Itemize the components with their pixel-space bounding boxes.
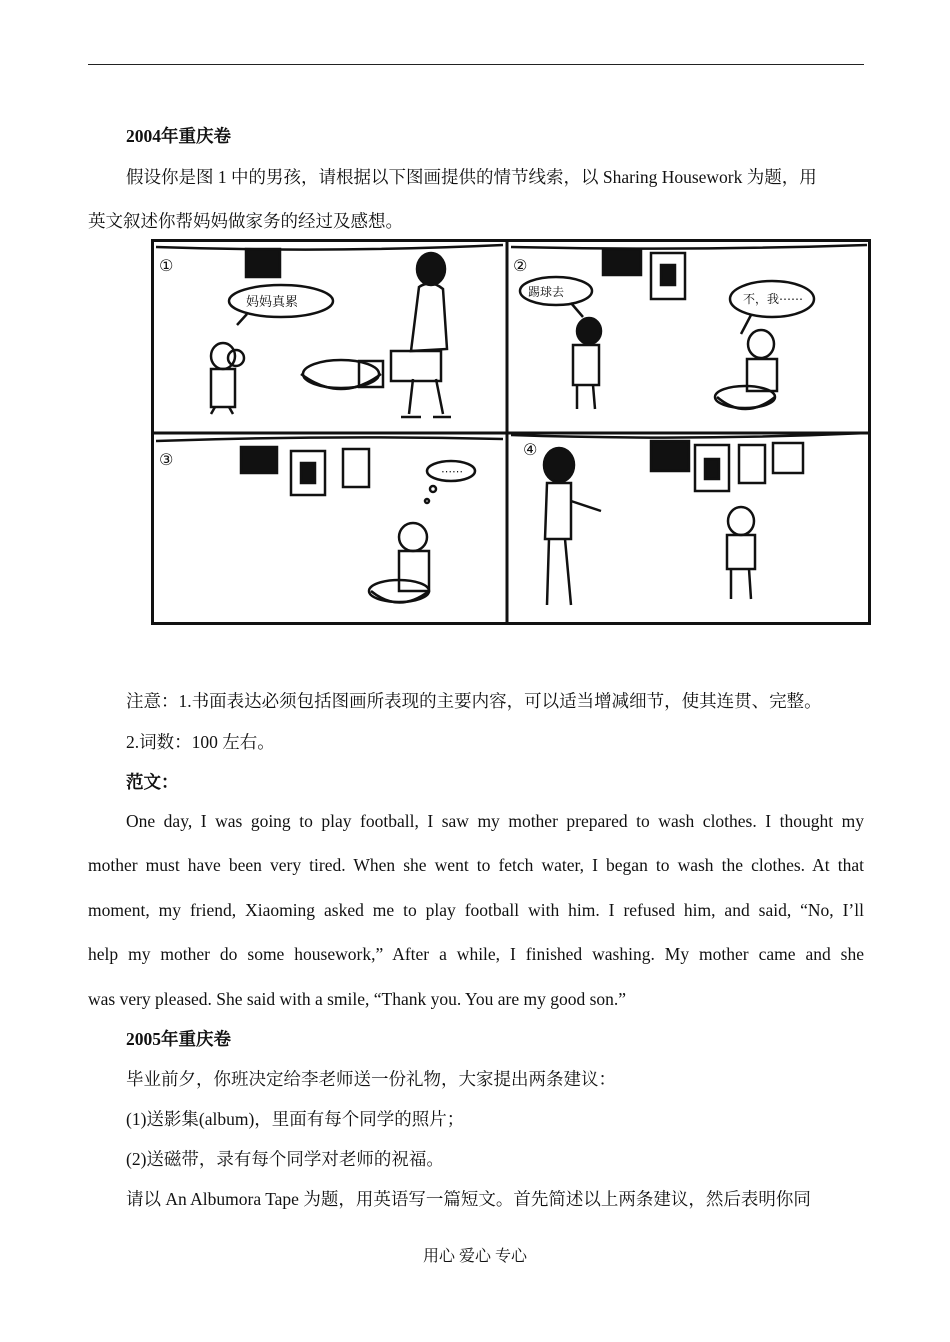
prompt-2005-line4: 请以 An Albumora Tape 为题，用英语写一篇短文。首先简述以上两条建议，然后表明你同 bbox=[126, 1189, 811, 1209]
sample-text-line: One day, I was going to play football, I saw my mother prepared to wash clothes. I thought my bbox=[126, 811, 864, 831]
comic-strip bbox=[151, 239, 871, 625]
comic-panel-2 bbox=[511, 245, 867, 409]
heading-2004: 2004年重庆卷 bbox=[126, 126, 231, 146]
panel-3-bubble-text: ⋯⋯ bbox=[441, 465, 463, 478]
panel-1-number: ① bbox=[159, 256, 174, 275]
heading-2005: 2005年重庆卷 bbox=[126, 1029, 231, 1049]
comic-panel-4 bbox=[511, 433, 867, 605]
panel-1-bubble-text: 妈妈真累 bbox=[246, 295, 299, 310]
sample-text-line: was very pleased. She said with a smile, “Thank you. You are my good son.” bbox=[88, 989, 627, 1009]
prompt-2005-line3: (2)送磁带，录有每个同学对老师的祝福。 bbox=[126, 1149, 444, 1169]
panel-2-number: ② bbox=[513, 256, 528, 275]
note-line1: 注意：1.书面表达必须包括图画所表现的主要内容，可以适当增减细节，使其连贯、完整。 bbox=[126, 691, 822, 711]
prompt-2004-line2: 英文叙述你帮妈妈做家务的经过及感想。 bbox=[88, 211, 403, 231]
panel-2-bubble-right-text: 不，我⋯⋯ bbox=[743, 292, 804, 306]
page-footer: 用心 爱心 专心 bbox=[422, 1248, 527, 1265]
prompt-2005-line1: 毕业前夕，你班决定给李老师送一份礼物，大家提出两条建议： bbox=[126, 1069, 616, 1089]
comic-panel-1 bbox=[156, 245, 503, 417]
prompt-2005-line2: (1)送影集(album)，里面有每个同学的照片； bbox=[126, 1109, 465, 1129]
panel-3-number: ③ bbox=[159, 450, 174, 469]
panel-2-bubble-left-text: 踢球去 bbox=[528, 285, 565, 299]
comic-panel-3 bbox=[156, 437, 503, 602]
sample-text-line: moment, my friend, Xiaoming asked me to play football with him. I refused him, and said, “No, I’ll bbox=[88, 900, 864, 920]
prompt-2004-line1: 假设你是图 1 中的男孩，请根据以下图画提供的情节线索，以 Sharing Housework 为题，用 bbox=[126, 167, 817, 187]
note-line2: 2.词数：100 左右。 bbox=[126, 732, 275, 752]
sample-text-line: mother must have been very tired. When she went to fetch water, I began to wash the clothes. At that bbox=[88, 855, 864, 875]
panel-4-number: ④ bbox=[523, 440, 538, 459]
sample-text-line: help my mother do some housework,” After a while, I finished washing. My mother came and she bbox=[88, 944, 864, 964]
header-rule bbox=[88, 64, 864, 65]
sample-label: 范文： bbox=[126, 772, 179, 792]
